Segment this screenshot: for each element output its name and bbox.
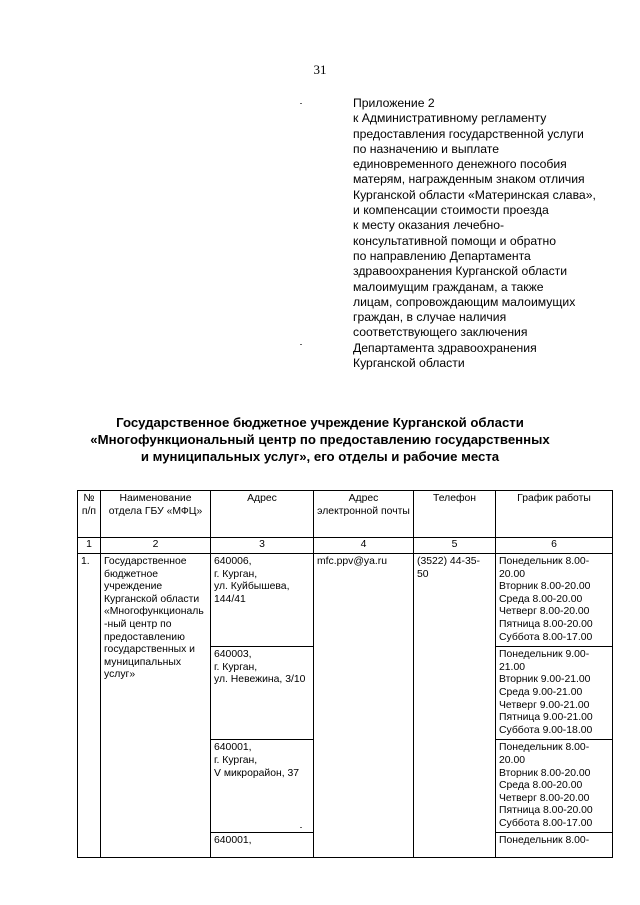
header-text: электронной [317, 505, 379, 517]
schedule-line: Суббота 8.00-17.00 [499, 631, 593, 643]
schedule-line: Понедельник 9.00- [499, 649, 590, 661]
schedule-line: Вторник 8.00-20.00 [499, 581, 591, 593]
header-name [101, 491, 211, 538]
header-email [314, 491, 414, 538]
name-line: «Многофункциональ [104, 606, 204, 618]
address-line: 640001, [214, 742, 252, 754]
mfc-offices-table [77, 490, 613, 858]
schedule-line: Суббота 8.00-17.00 [499, 817, 593, 829]
schedule-line: Среда 9.00-21.00 [499, 686, 583, 698]
scan-speck [300, 827, 302, 828]
header-number [78, 491, 101, 538]
office-address [211, 554, 314, 647]
header-text: Адрес [247, 493, 277, 504]
office-schedule [496, 647, 613, 740]
header-text: Адрес [348, 493, 379, 504]
header-text: № [83, 493, 95, 504]
appendix-line: здравоохранения Курганской области [353, 264, 568, 279]
header-text: Наименование [119, 493, 192, 504]
appendix-line: лицам, сопровождающим малоимущих [353, 294, 576, 309]
phone-line: 50 [417, 568, 429, 580]
schedule-line: Вторник 8.00-20.00 [499, 767, 591, 779]
appendix-line: по назначению и выплате [353, 141, 500, 156]
page-number: 31 [313, 62, 327, 77]
office-schedule [496, 833, 613, 858]
header-phone [414, 491, 496, 538]
name-line: предоставлению [104, 631, 185, 643]
address-line: ул. Невежина, 3/10 [214, 674, 306, 686]
column-number: 3 [211, 538, 314, 554]
document-heading [0, 414, 640, 465]
schedule-line: 20.00 [499, 754, 526, 766]
column-number: 5 [414, 538, 496, 554]
schedule-line: 20.00 [499, 568, 526, 580]
schedule-line: Пятница 8.00-20.00 [499, 805, 593, 817]
row-number: 1. [78, 554, 101, 858]
office-address [211, 740, 314, 833]
schedule-line: Пятница 8.00-20.00 [499, 618, 593, 630]
scan-speck [300, 344, 302, 345]
schedule-line: Среда 8.00-20.00 [499, 780, 583, 792]
schedule-line: Пятница 9.00-21.00 [499, 712, 593, 724]
column-number: 4 [314, 538, 414, 554]
appendix-line: консультативной помощи и обратно [353, 233, 557, 248]
address-line: 640006, [214, 556, 252, 567]
email-address: mfc.ppv@ya.ru [314, 554, 414, 858]
name-line: бюджетное [104, 568, 159, 580]
schedule-line: Вторник 9.00-21.00 [499, 674, 591, 686]
appendix-line: матерям, награжденным знаком отличия [353, 172, 585, 187]
organization-name [101, 554, 211, 858]
address-line: 144/41 [214, 593, 246, 605]
phone-number [414, 554, 496, 858]
schedule-line: 21.00 [499, 661, 526, 673]
appendix-line: предоставления государственной услуги [353, 126, 584, 141]
name-line: учреждение [104, 581, 163, 593]
address-line: V микрорайон, 37 [214, 767, 300, 779]
schedule-line: Понедельник 8.00- [499, 556, 590, 567]
address-line: 640003, [214, 649, 252, 661]
header-text: п/п [81, 505, 97, 517]
header-address [211, 491, 314, 538]
column-number-row [78, 538, 613, 554]
appendix-line: к Административному регламенту [353, 111, 547, 126]
name-line: муниципальных [104, 656, 182, 668]
header-text: График работы [517, 493, 591, 504]
schedule-line: Понедельник 8.00- [499, 835, 590, 847]
appendix-line: граждан, в случае наличия [353, 310, 507, 325]
appendix-note [353, 96, 633, 371]
phone-line: (3522) 44-35- [417, 556, 480, 567]
address-line: г. Курган, [214, 568, 258, 580]
schedule-line: Четверг 9.00-21.00 [499, 699, 590, 711]
schedule-line: Среда 8.00-20.00 [499, 593, 583, 605]
office-schedule [496, 554, 613, 647]
appendix-line: Курганской области «Материнская слава», [353, 187, 596, 202]
office-address [211, 833, 314, 858]
header-text: отдела ГБУ «МФЦ» [108, 505, 203, 517]
appendix-line: Департамента здравоохранения [353, 340, 537, 355]
heading-line: «Многофункциональный центр по предоставлению государственных [90, 432, 550, 447]
schedule-line: Суббота 9.00-18.00 [499, 724, 593, 736]
appendix-line: и компенсации стоимости проезда [353, 203, 549, 218]
address-line: г. Курган, [214, 661, 258, 673]
name-line: Государственное [104, 556, 187, 567]
schedule-line: Четверг 8.00-20.00 [499, 792, 590, 804]
name-line: государственных и [104, 644, 195, 656]
table-row [78, 554, 613, 647]
appendix-line: к месту оказания лечебно- [353, 218, 505, 233]
address-line: г. Курган, [214, 754, 258, 766]
address-line: ул. Куйбышева, [214, 581, 290, 593]
appendix-line: Курганской области [353, 356, 465, 371]
office-address [211, 647, 314, 740]
name-line: Курганской области [104, 593, 200, 605]
header-text: Телефон [432, 493, 477, 504]
name-line: услуг» [104, 669, 136, 681]
header-text: почты [381, 505, 410, 517]
column-number: 1 [78, 538, 101, 554]
schedule-line: Понедельник 8.00- [499, 742, 590, 754]
appendix-line: единовременного денежного пособия [353, 157, 567, 172]
scan-speck [300, 103, 302, 104]
office-schedule [496, 740, 613, 833]
column-number: 2 [101, 538, 211, 554]
appendix-line: по направлению Департамента [353, 248, 531, 263]
appendix-line: Приложение 2 [353, 96, 435, 110]
column-number: 6 [496, 538, 613, 554]
appendix-line: малоимущим гражданам, а также [353, 279, 544, 294]
address-line: 640001, [214, 835, 252, 847]
appendix-line: соответствующего заключения [353, 325, 528, 340]
header-schedule [496, 491, 613, 538]
heading-line: и муниципальных услуг», его отделы и рабочие места [140, 449, 500, 464]
heading-line: Государственное бюджетное учреждение Курганской области [116, 415, 524, 430]
name-line: -ный центр по [104, 618, 172, 630]
schedule-line: Четверг 8.00-20.00 [499, 606, 590, 618]
table-header-row [78, 491, 613, 538]
